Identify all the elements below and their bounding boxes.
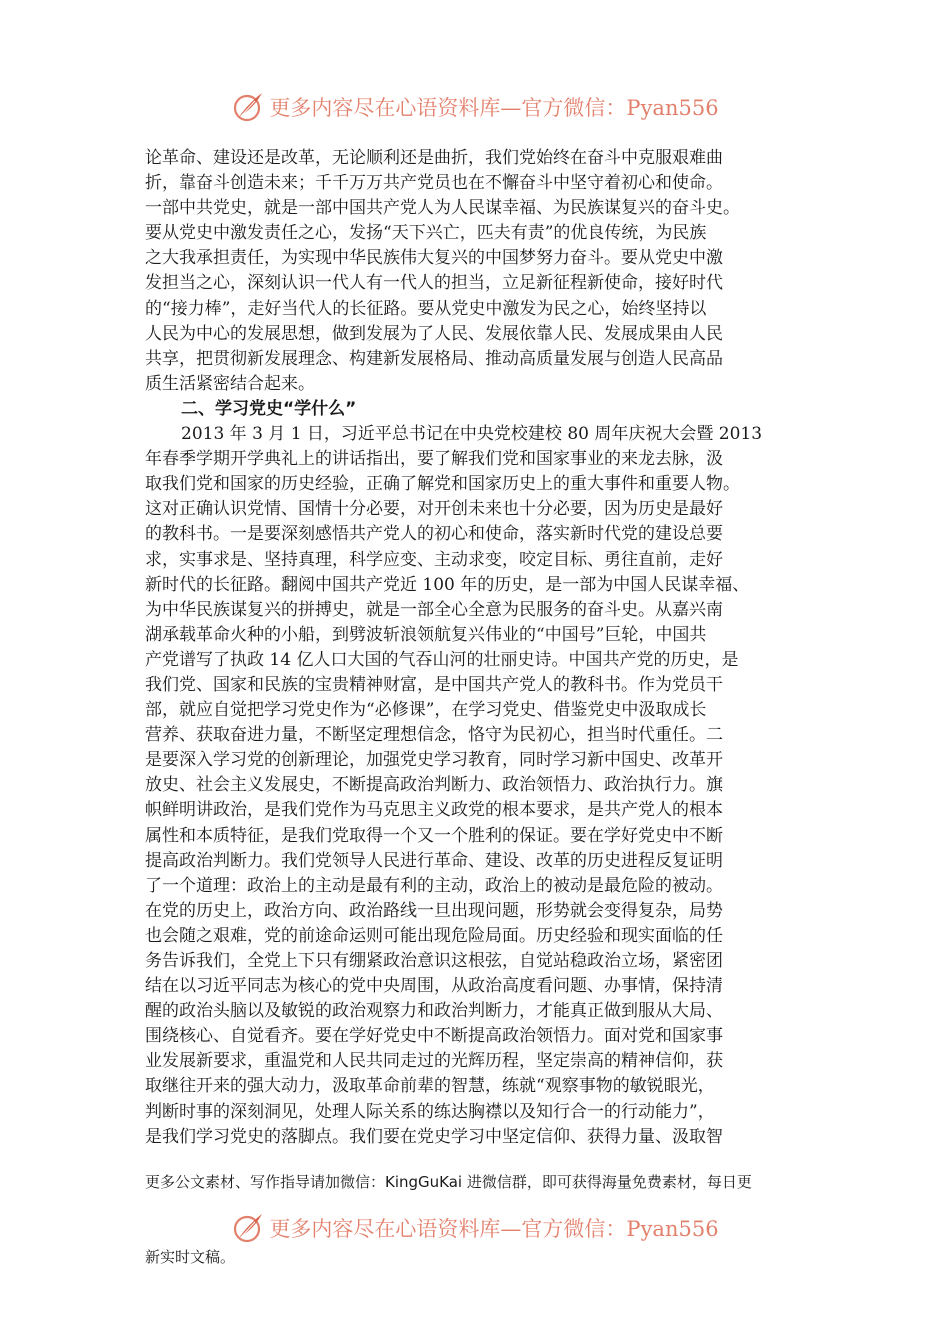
text-line: 取我们党和国家的历史经验，正确了解党和国家历史上的重大事件和重要人物。 (145, 474, 740, 495)
text-line: 的“接力棒”，走好当代人的长征路。要从党史中激发为民之心，始终坚持以 (145, 298, 707, 319)
text-line: 也会随之艰难，党的前途命运则可能出现危险局面。历史经验和现实面临的任 (145, 925, 723, 946)
text-line: 论革命、建设还是改革，无论顺利还是曲折，我们党始终在奋斗中克服艰难曲 (145, 148, 723, 168)
text-line: 取继往开来的强大动力，汲取革命前辈的智慧，练就“观察事物的敏锐眼光， (145, 1076, 715, 1097)
paragraph-top (145, 146, 813, 397)
text-line: 质生活紧密结合起来。 (145, 373, 315, 394)
watermark-text: 更多内容尽在心语资料库—官方微信：Pyan556 (269, 1217, 719, 1241)
feather-logo-icon (231, 1211, 265, 1245)
footer-tail: 新实时文稿。 (145, 1248, 236, 1266)
text-line: 产党谱写了执政 14 亿人口大国的气吞山河的壮丽史诗。中国共产党的历史，是 (145, 649, 739, 670)
text-line: 发担当之心，深刻认识一代人有一代人的担当，立足新征程新使命，接好时代 (145, 273, 723, 294)
text-line: 务告诉我们，全党上下只有绷紧政治意识这根弦，自觉站稳政治立场，紧密团 (145, 951, 723, 971)
text-line: 了一个道理：政治上的主动是最有利的主动，政治上的被动是最危险的被动。 (145, 875, 723, 896)
watermark-footer (0, 1208, 950, 1248)
text-line: 折，靠奋斗创造未来；千千万万共产党员也在不懈奋斗中坚守着初心和使命。 (145, 173, 723, 194)
text-line: 湖承载革命火种的小船，到劈波斩浪领航复兴伟业的“中国号”巨轮，中国共 (145, 624, 707, 645)
text-line: 提高政治判断力。我们党领导人民进行革命、建设、改革的历史进程反复证明 (145, 850, 723, 871)
text-line: 要从党史中激发责任之心，发扬“天下兴亡，匹夫有责”的优良传统，为民族 (145, 223, 707, 244)
text-line: 求，实事求是、坚持真理，科学应变、主动求变，咬定目标、勇往直前，走好 (145, 549, 723, 570)
text-line: 帜鲜明讲政治，是我们党作为马克思主义政党的根本要求，是共产党人的根本 (145, 800, 723, 821)
text-line: 一部中共党史，就是一部中国共产党人为人民谋幸福、为民族谋复兴的奋斗史。 (145, 198, 740, 219)
paragraph-first-line: 2013 年 3 月 1 日，习近平总书记在中央党校建校 80 周年庆祝大会暨 2013 (181, 424, 763, 445)
paragraph-bottom (145, 447, 813, 1150)
feather-logo-icon (231, 90, 265, 124)
document-body (145, 146, 813, 1150)
text-line: 部，就应自觉把学习党史作为“必修课”，在学习党史、借鉴党史中汲取成长 (145, 700, 707, 721)
text-line: 结在以习近平同志为核心的党中央周围，从政治高度看问题、办事情，保持清 (145, 976, 723, 997)
text-line: 年春季学期开学典礼上的讲话指出，要了解我们党和国家事业的来龙去脉，汲 (145, 449, 723, 470)
text-line: 放史、社会主义发展史，不断提高政治判断力、政治领悟力、政治执行力。旗 (145, 775, 723, 796)
text-line: 为中华民族谋复兴的拼搏史，就是一部全心全意为民服务的奋斗史。从嘉兴南 (145, 599, 723, 620)
text-line: 我们党、国家和民族的宝贵精神财富，是中国共产党人的教科书。作为党员干 (145, 674, 723, 695)
text-line: 是要深入学习党的创新理论，加强党史学习教育，同时学习新中国史、改革开 (145, 750, 723, 771)
text-line: 这对正确认识党情、国情十分必要，对开创未来也十分必要，因为历史是最好 (145, 499, 723, 520)
watermark-header (0, 87, 950, 127)
text-line: 业发展新要求，重温党和人民共同走过的光辉历程，坚定崇高的精神信仰，获 (145, 1051, 723, 1072)
text-line: 围绕核心、自觉看齐。要在学好党史中不断提高政治领悟力。面对党和国家事 (145, 1026, 723, 1047)
footer-note: 更多公文素材、写作指导请加微信：KingGuKai 进微信群，即可获得海量免费素材，每日更 (145, 1173, 752, 1191)
text-line: 醒的政治头脑以及敏锐的政治观察力和政治判断力，才能真正做到服从大局、 (145, 1001, 723, 1022)
text-line: 人民为中心的发展思想，做到发展为了人民、发展依靠人民、发展成果由人民 (145, 323, 723, 344)
watermark-text: 更多内容尽在心语资料库—官方微信：Pyan556 (269, 96, 719, 120)
text-line: 在党的历史上，政治方向、政治路线一旦出现问题，形势就会变得复杂，局势 (145, 900, 723, 921)
section-heading: 二、学习党史“学什么” (181, 398, 357, 419)
text-line: 的教科书。一是要深刻感悟共产党人的初心和使命，落实新时代党的建设总要 (145, 524, 723, 545)
text-line: 是我们学习党史的落脚点。我们要在党史学习中坚定信仰、获得力量、汲取智 (145, 1126, 723, 1147)
text-line: 共享，把贯彻新发展理念、构建新发展格局、推动高质量发展与创造人民高品 (145, 348, 723, 369)
text-line: 属性和本质特征，是我们党取得一个又一个胜利的保证。要在学好党史中不断 (145, 825, 723, 846)
text-line: 判断时事的深刻洞见，处理人际关系的练达胸襟以及知行合一的行动能力”， (145, 1101, 715, 1122)
text-line: 之大我承担责任，为实现中华民族伟大复兴的中国梦努力奋斗。要从党史中激 (145, 248, 723, 269)
text-line: 新时代的长征路。翻阅中国共产党近 100 年的历史，是一部为中国人民谋幸福、 (145, 574, 750, 595)
text-line: 营养、获取奋进力量，不断坚定理想信念，恪守为民初心，担当时代重任。二 (145, 725, 723, 746)
